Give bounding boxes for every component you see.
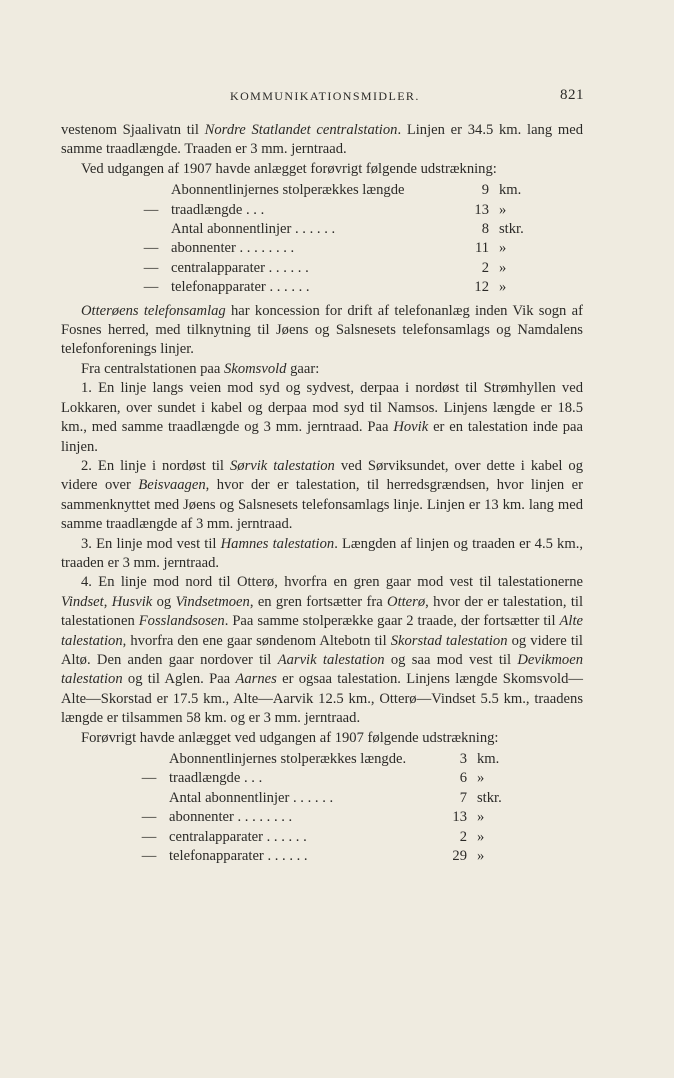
stats-table-1: [131, 181, 539, 297]
row-value: 13: [474, 201, 489, 218]
row-value: 8: [481, 221, 489, 238]
organization-name: Otterøens telefonsamlag: [81, 302, 226, 319]
row-value: 9: [481, 182, 489, 199]
row-prefix: —: [143, 259, 159, 276]
row-prefix: —: [141, 770, 157, 787]
row-value: 13: [452, 809, 467, 826]
place-name: Nordre Statlandet centralstation: [204, 122, 398, 138]
row-value: 12: [474, 279, 489, 296]
row-prefix: —: [141, 809, 157, 826]
stats-row: [129, 750, 517, 769]
row-value: 2: [459, 828, 467, 845]
row-prefix: [129, 750, 169, 769]
row-label: traadlængde . . .: [169, 770, 263, 787]
row-prefix: —: [141, 848, 157, 865]
paragraph-9: Forøvrigt havde anlægget ved udgangen af 1907 følgende udstrækning:: [81, 729, 499, 746]
row-unit: »: [477, 770, 485, 787]
row-value: 29: [452, 848, 467, 865]
stats-row: [129, 769, 517, 788]
row-value: 7: [459, 789, 467, 806]
row-prefix: —: [141, 828, 157, 845]
row-value: 2: [481, 259, 489, 276]
row-label: telefonapparater . . . . . .: [171, 279, 310, 296]
row-label: Antal abonnentlinjer . . . . . .: [171, 221, 336, 238]
row-label: Abonnentlinjernes stolperækkes længde: [171, 182, 405, 199]
stats-row: [131, 220, 539, 239]
row-value: 11: [474, 240, 489, 257]
row-label: abonnenter . . . . . . . .: [171, 240, 295, 257]
row-unit: stkr.: [477, 789, 502, 806]
row-unit: km.: [499, 182, 522, 199]
row-unit: stkr.: [499, 221, 524, 238]
row-unit: »: [499, 259, 507, 276]
paragraph-8: 4. En linje mod nord til Otterø, hvorfra en gren gaar mod vest til talestationerne Vindset, Husvik og Vindsetmoen, en gren fortsætter fra Otterø, hvor der er talestation, til talestationen Fosslandsosen. Paa samme stolperække gaar 2 traade, der fortsætter til Alte talestation, hvorfra den ene gaar søndenom Altebotn til Skorstad talestation og videre til Altø. Den anden gaar nordover til Aarvik talestation og saa mod vest til Devikmoen talestation og til Aglen. Paa Aarnes er ogsaa talestation. Linjens længde Skomsvold—Alte—Skorstad er 17.5 km., Alte—Aarvik 12.5 km., Otterø—Vindset 5.5 km., traadens længde er tilsammen 58 km. og er 3 mm. jerntraad.: [61, 574, 584, 727]
row-prefix: [131, 181, 171, 200]
row-unit: km.: [477, 751, 500, 767]
row-prefix: [131, 220, 171, 239]
stats-row: [131, 278, 539, 297]
paragraph-6: 2. En linje i nordøst til Sørvik talestation ved Sørviksundet, over dette i kabel og videre over Beisvaagen, hvor der er talestation, til herredsgrændsen, hvor linjen er sammenknyttet med Jøens og Salsnesets telefonsamlags linje. Linjen er 13 km. lang med samme traadlængde af 3 mm. jerntraad.: [61, 457, 583, 533]
row-label: centralapparater . . . . . .: [171, 259, 309, 276]
row-unit: »: [477, 809, 485, 826]
row-label: traadlængde . . .: [171, 201, 265, 218]
row-prefix: —: [143, 279, 159, 296]
row-unit: »: [477, 848, 485, 865]
row-label: abonnenter . . . . . . . .: [169, 809, 293, 826]
row-unit: »: [499, 240, 507, 257]
paragraph-1: vestenom Sjaalivatn til Nordre Statlandet centralstation. Linjen er 34.5 km. lang med samme traadlængde. Traaden er 3 mm. jerntraad.: [61, 122, 583, 158]
stats-table-2: [129, 750, 517, 866]
stats-row: [131, 201, 539, 220]
page-number: 821: [560, 87, 584, 103]
paragraph-4: Fra centralstationen paa Skomsvold gaar:: [81, 360, 320, 377]
row-unit: »: [499, 201, 507, 218]
row-value: 3: [459, 751, 467, 767]
stats-row: [129, 789, 517, 808]
row-value: 6: [459, 770, 467, 787]
row-prefix: [129, 789, 169, 808]
row-label: Abonnentlinjernes stolperækkes længde.: [169, 751, 407, 767]
row-prefix: —: [143, 201, 159, 218]
stats-row: [131, 239, 539, 258]
row-label: telefonapparater . . . . . .: [169, 848, 308, 865]
paragraph-2: Ved udgangen af 1907 havde anlægget forøvrigt følgende udstrækning:: [81, 160, 497, 177]
row-label: Antal abonnentlinjer . . . . . .: [169, 789, 334, 806]
stats-row: [131, 181, 539, 200]
paragraph-5: 1. En linje langs veien mod syd og sydvest, derpaa i nordøst til Strømhyllen ved Lokkaren, over sundet i kabel og derpaa mod syd til Namsos. Linjens længde er 18.5 km., med samme traadlængde og 3 mm. jerntraad. Paa Hovik er en talestation inde paa linjen.: [61, 380, 583, 455]
page-body: [61, 121, 583, 870]
paragraph-3: Otterøens telefonsamlag har koncession for drift af telefonanlæg inden Vik sogn af Fosnes herred, med tilknytning til Jøens og Salsnesets telefonsamlags og Namdalens telefonforenings linjer.: [61, 302, 583, 358]
row-unit: »: [477, 828, 485, 845]
stats-row: [131, 259, 539, 278]
running-title: KOMMUNIKATIONSMIDLER.: [230, 89, 420, 103]
stats-row: [129, 828, 517, 847]
row-unit: »: [499, 279, 507, 296]
page-header: [0, 87, 674, 107]
row-prefix: —: [143, 240, 159, 257]
paragraph-7: 3. En linje mod vest til Hamnes talestation. Længden af linjen og traaden er 4.5 km., traaden er 3 mm. jerntraad.: [61, 535, 583, 571]
row-label: centralapparater . . . . . .: [169, 828, 307, 845]
stats-row: [129, 808, 517, 827]
stats-row: [129, 847, 517, 866]
